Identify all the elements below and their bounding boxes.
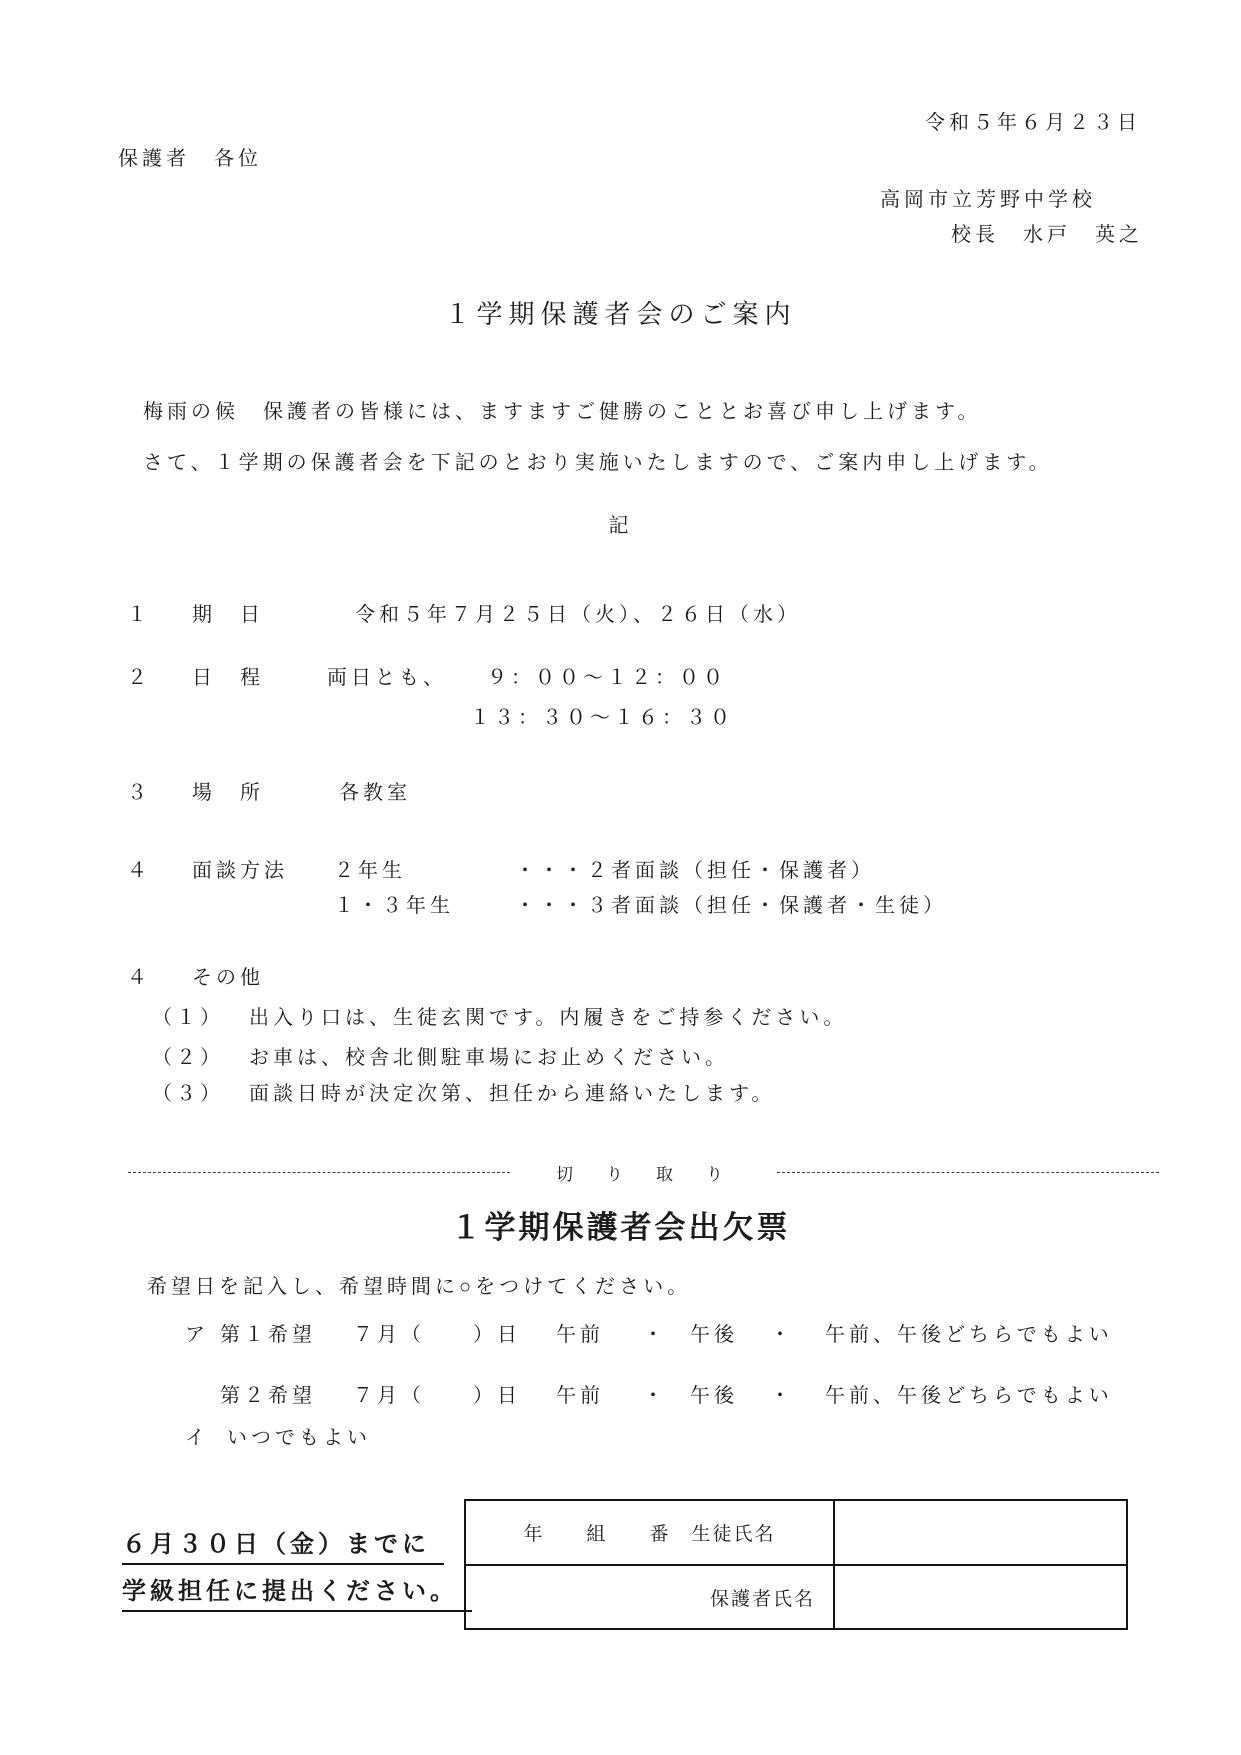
preference-row-1	[185, 1322, 1201, 1348]
item-number: １	[127, 604, 151, 626]
item-label: 日 程	[192, 667, 264, 689]
student-info-label-cell: 年 組 番 生徒氏名	[465, 1500, 834, 1565]
grade-label: ２年生	[334, 860, 406, 882]
item-number: ２	[127, 667, 151, 689]
school-name: 高岡市立芳野中学校	[880, 189, 1096, 211]
greeting-line-1: 梅雨の候 保護者の皆様には、ますますご健勝のこととお喜び申し上げます。	[143, 401, 982, 423]
note-number: （１）	[152, 1007, 224, 1029]
option-either: 午前、午後どちらでもよい	[825, 1385, 1113, 1407]
item-value: 令和５年７月２５日（火）、２６日（水）	[355, 604, 801, 626]
option-b-mark: イ	[185, 1427, 209, 1449]
item-label: 場 所	[192, 782, 264, 804]
date-fill-field: ７月（ ）日	[353, 1385, 521, 1407]
schedule-time-morning: ９：００～１２：００	[487, 667, 727, 689]
item-number: ３	[127, 782, 151, 804]
table-row	[465, 1565, 1127, 1629]
student-name-blank-cell	[834, 1500, 1127, 1565]
date-fill-field: ７月（ ）日	[353, 1324, 521, 1346]
agenda-item-schedule	[127, 665, 1181, 691]
note-line-2	[152, 1045, 1181, 1071]
preference-label: 第１希望	[220, 1324, 316, 1346]
note-text: 出入り口は、生徒玄関です。内履きをご持参ください。	[249, 1007, 848, 1029]
item-number: ４	[127, 860, 151, 882]
record-mark: 記	[608, 515, 633, 537]
note-number: （２）	[152, 1047, 224, 1069]
option-morning: 午前	[556, 1324, 604, 1346]
cut-dash-right	[777, 1172, 1159, 1173]
cut-dash-left	[128, 1172, 510, 1173]
option-either: 午前、午後どちらでもよい	[825, 1324, 1113, 1346]
deadline-line-2: 学級担任に提出ください。	[122, 1577, 472, 1612]
preference-row-2	[220, 1383, 1201, 1409]
deadline-note	[122, 1530, 472, 1612]
cut-label: 切 り 取 り	[556, 1165, 731, 1184]
slip-title: １学期保護者会出欠票	[450, 1210, 791, 1245]
separator-dot: ・	[770, 1324, 794, 1346]
note-text: お車は、校舎北側駐車場にお止めください。	[249, 1047, 729, 1069]
separator-dot: ・	[770, 1385, 794, 1407]
separator-dot: ・	[643, 1385, 667, 1407]
option-anytime: いつでもよい	[227, 1427, 371, 1449]
note-line-3	[152, 1081, 1181, 1107]
item-label: 期 日	[192, 604, 264, 626]
agenda-item-date	[127, 602, 1181, 628]
item-label: その他	[192, 967, 264, 989]
note-line-1	[152, 1005, 1181, 1031]
note-number: （３）	[152, 1083, 224, 1105]
agenda-item-place	[127, 780, 1181, 806]
item-label: 面談方法	[192, 860, 288, 882]
option-a-mark: ア	[185, 1324, 209, 1346]
guardian-name-blank-cell	[834, 1565, 1127, 1629]
slip-instruction: 希望日を記入し、希望時間に○をつけてください。	[147, 1276, 692, 1298]
separator-dot: ・	[643, 1324, 667, 1346]
grade-label: １・３年生	[334, 895, 454, 917]
item-number: ４	[127, 967, 151, 989]
page-title: １学期保護者会のご案内	[444, 300, 797, 329]
deadline-line-1: ６月３０日（金）までに	[122, 1530, 444, 1565]
greeting-line-2: さて、１学期の保護者会を下記のとおり実施いたしますので、ご案内申し上げます。	[143, 452, 1053, 474]
note-text: 面談日時が決定次第、担任から連絡いたします。	[249, 1083, 776, 1105]
option-morning: 午前	[556, 1385, 604, 1407]
option-afternoon: 午後	[690, 1385, 738, 1407]
table-row	[465, 1500, 1127, 1565]
item-value: 各教室	[339, 782, 411, 804]
agenda-item-method-row2	[127, 893, 1181, 919]
date-line: 令和５年６月２３日	[925, 112, 1141, 134]
preference-label: 第２希望	[220, 1385, 316, 1407]
guardian-label-cell: 保護者氏名	[465, 1565, 834, 1629]
option-afternoon: 午後	[690, 1324, 738, 1346]
cut-line	[128, 1160, 1159, 1185]
method-description: ・・・３者面談（担任・保護者・生徒）	[515, 895, 947, 917]
principal-name: 校長 水戸 英之	[951, 224, 1143, 246]
agenda-item-other	[127, 965, 1181, 991]
addressee: 保護者 各位	[118, 148, 262, 170]
name-table	[464, 1499, 1128, 1630]
anytime-row	[185, 1425, 1201, 1451]
item-value: 両日とも、	[327, 667, 447, 689]
agenda-item-method	[127, 858, 1181, 884]
schedule-time-afternoon: １３：３０～１６：３０	[470, 707, 734, 729]
method-description: ・・・２者面談（担任・保護者）	[515, 860, 875, 882]
